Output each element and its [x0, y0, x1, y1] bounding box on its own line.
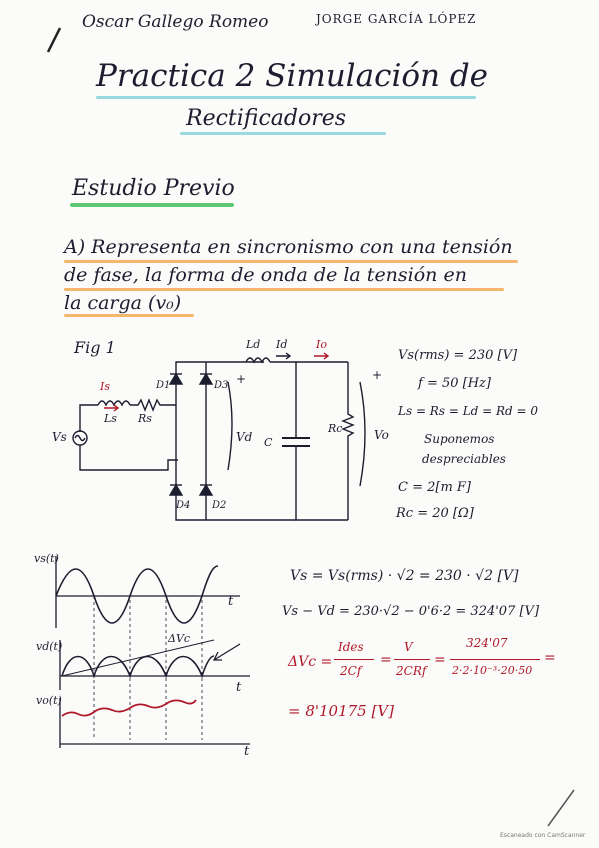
param-ls-rs: Ls = Rs = Ld = Rd = 0	[398, 404, 539, 418]
section-heading: Estudio Previo	[72, 176, 235, 201]
label-d4: D4	[176, 500, 191, 511]
label-rs: Rs	[138, 412, 152, 425]
sync-lines	[94, 596, 202, 740]
eq3-frac1-den: 2Cf	[340, 664, 362, 678]
label-ls: Ls	[104, 412, 117, 425]
param-note-2: despreciables	[422, 452, 506, 466]
label-vs: Vs	[52, 430, 67, 444]
label-d3: D3	[214, 380, 229, 391]
eq3-frac1-bar	[334, 659, 374, 660]
equation-1: Vs = Vs(rms) · √2 = 230 · √2 [V]	[290, 568, 519, 584]
label-id: Id	[276, 338, 288, 351]
label-vd: Vd	[236, 430, 253, 444]
eq3-equals-3: =	[544, 650, 556, 666]
ripple-label: ΔVc	[168, 632, 191, 645]
equation-3-lhs: ΔVc =	[288, 654, 333, 670]
wave-vs	[56, 566, 218, 623]
figure-label: Fig 1	[74, 338, 116, 357]
param-note-1: Suponemos	[424, 432, 495, 446]
question-line-3: la carga (v₀)	[64, 292, 182, 314]
param-rc: Rc = 20 [Ω]	[396, 506, 474, 521]
eq3-frac3-bar	[450, 659, 540, 660]
plot-axis-t-1: t	[228, 594, 234, 609]
equation-4-result: = 8'10175 [V]	[288, 702, 395, 720]
label-plus-vd: +	[236, 372, 247, 386]
plot-axis-t-3: t	[244, 744, 250, 759]
scanner-stamp: Escaneado con CamScanner	[500, 832, 586, 839]
plot-label-vd: vd(t)	[36, 640, 63, 653]
author-name-2: JORGE GARCÍA LÓPEZ	[316, 12, 477, 26]
question-line-2: de fase, la forma de onda de la tensión en	[64, 264, 467, 286]
eq3-equals-1: =	[380, 652, 392, 668]
wave-vo	[62, 700, 196, 716]
label-plus-vo: +	[372, 368, 383, 382]
eq3-frac2-num: V	[404, 640, 413, 654]
wave-vd	[62, 656, 214, 676]
plot-label-vs: vs(t)	[34, 552, 59, 565]
param-c: C = 2[m F]	[398, 480, 471, 495]
label-io: Io	[316, 338, 327, 351]
plot-label-vo: vo(t)	[36, 694, 62, 707]
arrow-ripple	[214, 644, 240, 660]
eq3-frac3-num: 324'07	[466, 636, 508, 650]
label-ld: Ld	[246, 338, 261, 351]
param-vs-rms: Vs(rms) = 230 [V]	[398, 348, 518, 363]
envelope-line	[62, 640, 214, 676]
page-subtitle: Rectificadores	[186, 106, 347, 131]
eq3-equals-2: =	[434, 652, 446, 668]
label-d2: D2	[212, 500, 227, 511]
label-is: Is	[100, 380, 110, 393]
author-name-1: Oscar Gallego Romeo	[82, 12, 269, 32]
question-line-1: A) Representa en sincronismo con una tensión	[64, 236, 513, 258]
label-vo: Vo	[374, 428, 389, 442]
eq3-frac2-den: 2CRf	[396, 664, 427, 678]
page-title: Practica 2 Simulación de	[96, 58, 489, 94]
equation-2: Vs − Vd = 230·√2 − 0'6·2 = 324'07 [V]	[282, 604, 540, 619]
label-rc: Rc	[328, 422, 343, 435]
eq3-frac1-num: Ides	[338, 640, 364, 654]
param-frequency: f = 50 [Hz]	[418, 376, 491, 391]
eq3-frac2-bar	[394, 659, 430, 660]
label-c: C	[264, 436, 273, 449]
eq3-frac3-den: 2·2·10⁻³·20·50	[452, 664, 533, 677]
label-d1: D1	[156, 380, 171, 391]
plot-axis-t-2: t	[236, 680, 242, 695]
